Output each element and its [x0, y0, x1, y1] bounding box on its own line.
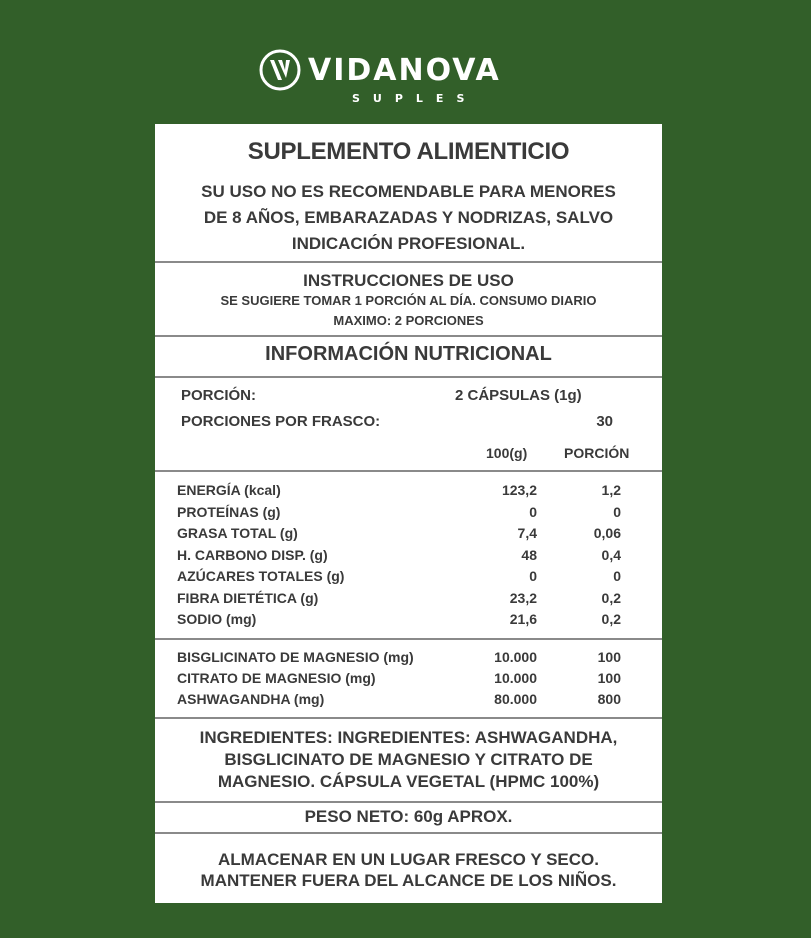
instructions-text [155, 291, 662, 331]
brand-subtitle: SUPLES [352, 92, 478, 105]
ingredients-line: INGREDIENTES: INGREDIENTES: ASHWAGANDHA, [199, 728, 618, 747]
nutrient-per100: 123,2 [501, 482, 537, 498]
nutrient-name: FIBRA DIETÉTICA (g) [177, 589, 319, 606]
nutrient-portion: 0 [613, 568, 621, 584]
nutrition-label [155, 124, 662, 903]
nutrient-portion: 0,2 [601, 589, 621, 606]
nutrient-per100: 7,4 [517, 525, 537, 541]
nutrient-per100: 48 [521, 546, 537, 563]
warning-line: DE 8 AÑOS, EMBARAZADAS Y NODRIZAS, SALVO [203, 208, 614, 227]
storage-line: MANTENER FUERA DEL ALCANCE DE LOS NIÑOS. [200, 871, 617, 890]
divider [155, 638, 662, 640]
net-weight: PESO NETO: 60g APROX. [304, 807, 513, 826]
nutrient-portion: 1,2 [601, 482, 621, 498]
nutrient-per100: 23,2 [509, 589, 537, 606]
portion-value: 2 CÁPSULAS (1g) [455, 387, 582, 404]
instructions-line: SE SUGIERE TOMAR 1 PORCIÓN AL DÍA. CONSUMO DIARIO [220, 293, 597, 308]
nutrient-per100: 80.000 [494, 691, 537, 707]
divider [155, 470, 662, 472]
ingredients-line: BISGLICINATO DE MAGNESIO Y CITRATO DE [224, 750, 593, 769]
nutrient-name: SODIO (mg) [177, 611, 257, 627]
divider [155, 832, 662, 834]
nutrient-portion: 800 [597, 691, 621, 707]
nutrient-name: PROTEÍNAS (g) [177, 503, 281, 520]
nutrient-portion: 0,4 [601, 546, 621, 563]
portion-label: PORCIÓN: [181, 387, 256, 404]
nutrient-name: AZÚCARES TOTALES (g) [177, 568, 345, 584]
divider [155, 376, 662, 378]
divider [155, 335, 662, 337]
instructions-line: MAXIMO: 2 PORCIONES [333, 313, 484, 328]
nutrient-per100: 10.000 [494, 670, 537, 686]
ingredients-line: MAGNESIO. CÁPSULA VEGETAL (HPMC 100%) [217, 772, 600, 791]
nutrient-per100: 10.000 [494, 649, 537, 665]
column-header-portion: PORCIÓN [564, 445, 630, 461]
column-header-100g: 100(g) [486, 445, 528, 461]
nutrient-portion: 0,06 [593, 525, 621, 541]
brand-logo [0, 40, 811, 110]
nutrient-name: ENERGÍA (kcal) [177, 482, 281, 498]
vn-logo-icon [258, 48, 302, 92]
label-title: SUPLEMENTO ALIMENTICIO [247, 138, 570, 165]
nutrient-portion: 100 [597, 670, 621, 686]
nutrient-per100: 0 [529, 503, 537, 520]
nutrient-name: ASHWAGANDHA (mg) [177, 691, 325, 707]
nutrient-portion: 0 [613, 503, 621, 520]
nutrient-portion: 100 [597, 649, 621, 665]
nutrition-title: INFORMACIÓN NUTRICIONAL [265, 343, 552, 365]
warning-text [155, 179, 662, 257]
instructions-title: INSTRUCCIONES DE USO [303, 271, 514, 290]
nutrient-name: CITRATO DE MAGNESIO (mg) [177, 670, 376, 686]
warning-line: INDICACIÓN PROFESIONAL. [291, 234, 526, 253]
divider [155, 801, 662, 803]
divider [155, 261, 662, 263]
brand-logo-row [258, 48, 501, 92]
ingredients-text [155, 727, 662, 793]
nutrient-name: BISGLICINATO DE MAGNESIO (mg) [177, 649, 414, 665]
nutrient-name: GRASA TOTAL (g) [177, 525, 298, 541]
portions-per-value: 30 [596, 413, 613, 430]
warning-line: SU USO NO ES RECOMENDABLE PARA MENORES [201, 182, 616, 201]
nutrient-per100: 21,6 [509, 611, 537, 627]
nutrient-per100: 0 [529, 568, 537, 584]
storage-text [155, 849, 662, 891]
divider [155, 717, 662, 719]
nutrient-portion: 0,2 [601, 611, 621, 627]
storage-line: ALMACENAR EN UN LUGAR FRESCO Y SECO. [218, 850, 599, 869]
portions-per-label: PORCIONES POR FRASCO: [181, 413, 381, 430]
brand-name: VIDANOVA [308, 52, 501, 88]
nutrient-name: H. CARBONO DISP. (g) [177, 546, 328, 563]
